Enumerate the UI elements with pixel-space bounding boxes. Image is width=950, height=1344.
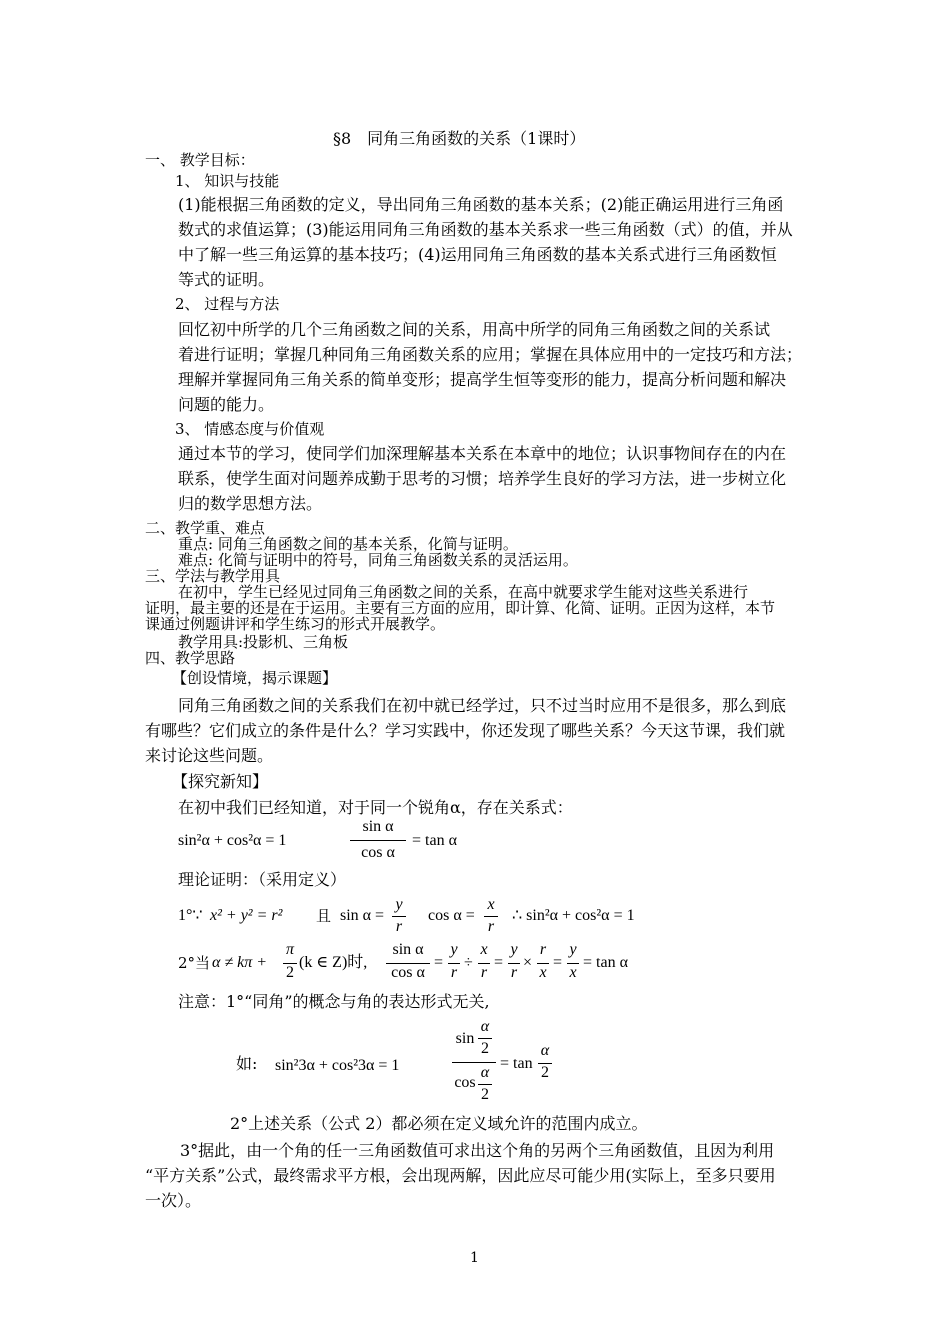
proof1-conclusion: ∴ sin²α + cos²α = 1 — [512, 907, 635, 924]
example-alpha: α — [480, 1064, 490, 1081]
paragraph-line: 回忆初中所学的几个三角函数之间的关系，用高中所学的同角三角函数之间的关系试 — [178, 320, 771, 339]
frac-y: y — [569, 941, 577, 958]
section-heading-objectives: 一、 教学目标： — [145, 151, 255, 169]
focus-text: 重点: 同角三角函数之间的基本关系，化简与证明。 — [178, 535, 518, 553]
formula-quotient-denominator: cos α — [361, 844, 395, 861]
proof2-condition: α ≠ kπ + — [212, 954, 268, 971]
paragraph-line: 等式的证明。 — [178, 270, 275, 289]
section-heading-methods: 三、学法与教学用具 — [145, 567, 281, 585]
fraction-bar — [452, 1062, 496, 1063]
note-2: 2°上述关系（公式 2）都必须在定义域允许的范围内成立。 — [230, 1114, 648, 1133]
fraction-bar — [478, 1084, 492, 1085]
subheading-process: 2、 过程与方法 — [175, 295, 280, 313]
proof1-sin: sin α = — [340, 907, 385, 924]
example-cos: cos — [454, 1074, 476, 1091]
proof1-circle: x² + y² = r² — [210, 907, 283, 924]
equals-sign: = — [494, 954, 504, 971]
note-3-line: 3°据此，由一个角的任一三角函数值可求出这个角的另两个三角函数值，且因为利用 — [180, 1141, 775, 1160]
paragraph-line: 中了解一些三角运算的基本技巧；(4)运用同角三角函数的基本关系式进行三角函数恒 — [178, 245, 777, 264]
frac-y: y — [510, 941, 518, 958]
paragraph-line: 有哪些？它们成立的条件是什么？学习实践中，你还发现了哪些关系？今天这节课，我们就 — [145, 721, 786, 740]
note-3-line: “平方关系”公式，最终需求平方根，会出现两解，因此应尽可能少用(实际上，至多只要用 — [145, 1166, 776, 1185]
example-two: 2 — [541, 1064, 549, 1081]
note-1: 注意：1°“同角”的概念与角的表达形式无关, — [178, 992, 490, 1011]
frac-x: x — [539, 964, 547, 981]
proof2-rhs: = tan α — [583, 954, 628, 971]
frac-x: x — [569, 964, 577, 981]
proof1-cos-numerator: x — [487, 896, 495, 913]
equals-sign: = — [434, 954, 444, 971]
example-two: 2 — [481, 1086, 489, 1103]
proof1-cos: cos α = — [428, 907, 475, 924]
example-two: 2 — [481, 1040, 489, 1057]
proof1-sin-numerator: y — [395, 896, 403, 913]
paragraph-line: 问题的能力。 — [178, 395, 275, 414]
page-number: 1 — [470, 1250, 479, 1266]
proof2-head: 2°当 — [178, 954, 211, 972]
proof1-and: 且 — [316, 907, 332, 925]
frac-r: r — [539, 941, 547, 958]
example-pythagorean: sin²3α + cos²3α = 1 — [275, 1057, 400, 1074]
paragraph-line: 证明，最主要的还是在于运用。主要有三方面的应用，即计算、化简、证明。正因为这样，本节 — [145, 599, 776, 617]
proof2-k: (k ∈ Z)时, — [299, 954, 368, 971]
proof1-head: 1°∵ — [178, 907, 203, 924]
divide-sign: ÷ — [464, 954, 473, 971]
tools-text: 教学用具:投影机、三角板 — [178, 633, 349, 651]
proof2-quot-denominator: cos α — [391, 964, 425, 981]
frac-r: r — [450, 964, 458, 981]
subheading-scenario: 【创设情境，揭示课题】 — [172, 669, 338, 687]
paragraph-line: 同角三角函数之间的关系我们在初中就已经学过，只不过当时应用不是很多，那么到底 — [178, 696, 787, 715]
example-alpha: α — [540, 1042, 550, 1059]
subheading-attitude: 3、 情感态度与价值观 — [175, 420, 325, 438]
paragraph-line: 通过本节的学习，使同学们加深理解基本关系在本章中的地位；认识事物间存在的内在 — [178, 444, 787, 463]
formula-quotient-numerator: sin α — [362, 818, 394, 835]
paragraph-line: 在初中我们已经知道，对于同一个锐角α，存在关系式： — [178, 798, 573, 817]
frac-y: y — [450, 941, 458, 958]
proof1-cos-denominator: r — [487, 918, 495, 935]
formula-quotient-rhs: = tan α — [412, 832, 457, 849]
formula-pythagorean: sin²α + cos²α = 1 — [178, 832, 287, 849]
paragraph-line: 课通过例题讲评和学生练习的形式开展教学。 — [145, 615, 446, 633]
paragraph-line: (1)能根据三角函数的定义，导出同角三角函数的基本关系；(2)能正确运用进行三角函 — [178, 195, 784, 214]
example-alpha: α — [480, 1018, 490, 1035]
paragraph-line: 在初中，学生已经见过同角三角函数之间的关系，在高中就要求学生能对这些关系进行 — [178, 583, 749, 601]
subheading-knowledge: 1、 知识与技能 — [175, 172, 280, 190]
example-sin: sin — [455, 1030, 475, 1047]
proof2-two: 2 — [286, 964, 294, 981]
fraction-bar — [350, 840, 406, 841]
paragraph-line: 联系，使学生面对问题养成勤于思考的习惯；培养学生良好的学习方法，进一步树立化 — [178, 469, 787, 488]
frac-r: r — [480, 964, 488, 981]
paragraph-line: 归的数学思想方法。 — [178, 494, 323, 513]
proof-label: 理论证明：（采用定义） — [178, 870, 347, 889]
example-rhs: = tan — [500, 1055, 533, 1072]
subheading-explore: 【探究新知】 — [172, 772, 269, 791]
frac-r: r — [510, 964, 518, 981]
paragraph-line: 着进行证明；掌握几种同角三角函数关系的应用；掌握在具体应用中的一定技巧和方法； — [178, 345, 803, 364]
paragraph-line: 来讨论这些问题。 — [145, 746, 274, 765]
fraction-bar — [484, 916, 498, 917]
section-heading-approach: 四、教学思路 — [145, 649, 236, 667]
frac-x: x — [480, 941, 488, 958]
proof2-quot-numerator: sin α — [392, 941, 424, 958]
page-title: §8 同角三角函数的关系（1课时） — [333, 129, 586, 148]
proof2-pi: π — [285, 941, 294, 958]
section-heading-keypoints: 二、教学重、难点 — [145, 519, 266, 537]
difficulty-text: 难点: 化简与证明中的符号，同角三角函数关系的灵活运用。 — [178, 551, 578, 569]
note-3-line: 一次）。 — [145, 1191, 202, 1210]
paragraph-line: 理解并掌握同角三角关系的简单变形；提高学生恒等变形的能力，提高分析问题和解决 — [178, 370, 787, 389]
fraction-bar — [392, 916, 406, 917]
proof1-sin-denominator: r — [395, 918, 403, 935]
paragraph-line: 数式的求值运算；(3)能运用同角三角函数的基本关系求一些三角函数（式）的值，并从 — [178, 220, 793, 239]
example-label: 如: — [236, 1054, 258, 1073]
times-sign: × — [523, 954, 533, 971]
equals-sign: = — [553, 954, 563, 971]
fraction-bar — [478, 1038, 492, 1039]
